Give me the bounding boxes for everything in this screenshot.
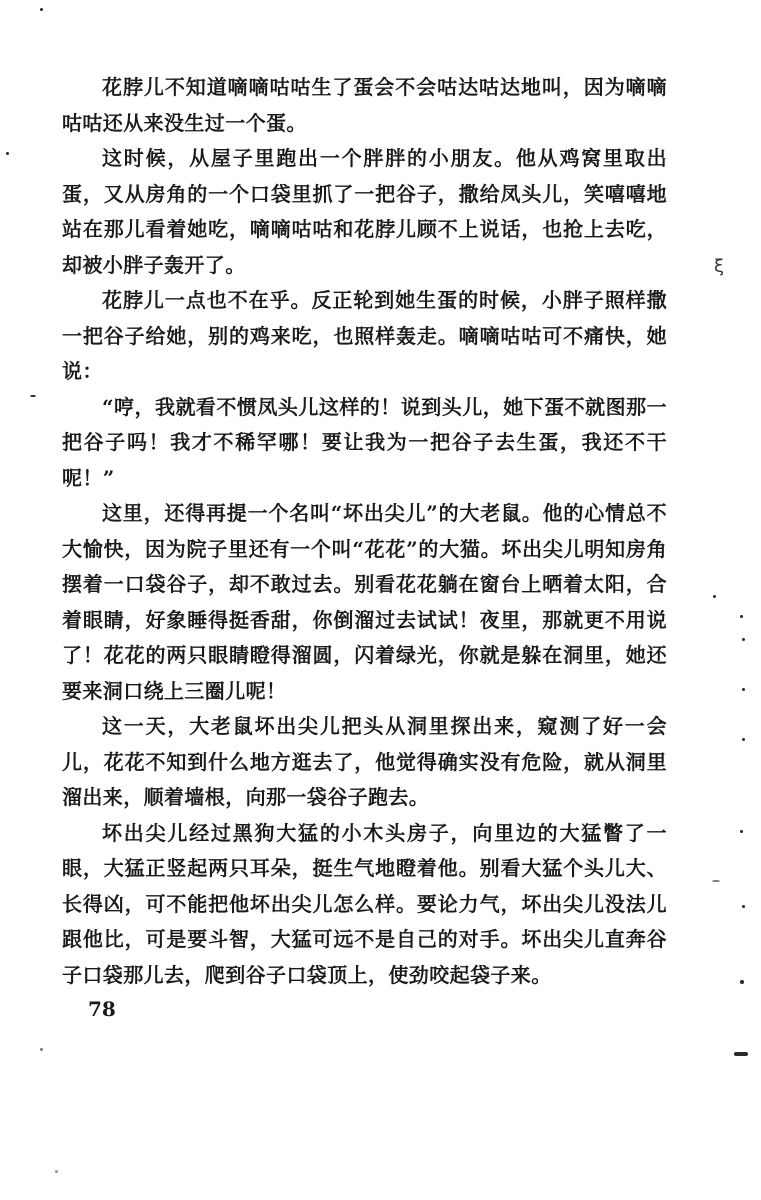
scan-speck — [740, 830, 743, 833]
scan-mark: ξ — [714, 256, 725, 277]
scan-speck — [742, 638, 745, 641]
scan-speck — [55, 1170, 58, 1173]
scan-speck — [40, 1048, 43, 1051]
page-number: 78 — [88, 997, 116, 1021]
scan-speck — [30, 395, 36, 397]
paragraph-4: “哼，我就看不惯凤头儿这样的！说到头儿，她下蛋不就图那一把谷子吗！我才不稀罕哪！要让我为一把谷子去生蛋，我还不干呢！” — [62, 394, 667, 490]
scan-speck — [742, 905, 745, 908]
paragraph-7: 坏出尖儿经过黑狗大猛的小木头房子，向里边的大猛瞥了一眼，大猛正竖起两只耳朵，挺生气地瞪着他。别看大猛个头儿大、长得凶，可不能把他坏出尖儿怎么样。要论力气，坏出尖儿没法儿跟他比，可是要斗智，大猛可远不是自己的对手。坏出尖儿直奔谷子口袋那儿去，爬到谷子口袋顶上，使劲咬起袋子来。 — [62, 820, 667, 987]
scan-speck — [712, 880, 720, 882]
body-text — [62, 70, 667, 993]
scan-speck — [740, 615, 743, 618]
paragraph-6: 这一天，大老鼠坏出尖儿把头从洞里探出来，窥测了好一会儿，花花不知到什么地方逛去了，他觉得确实没有危险，就从洞里溜出来，顺着墙根，向那一袋谷子跑去。 — [62, 714, 667, 809]
paragraph-2: 这时候，从屋子里跑出一个胖胖的小朋友。他从鸡窝里取出蛋，又从房角的一个口袋里抓了一把谷子，撒给凤头儿，笑嘻嘻地站在那儿看着她吃，嘀嘀咕咕和花脖儿顾不上说话，也抢上去吃，却被小胖子轰开了。 — [62, 146, 667, 277]
scan-speck — [742, 738, 745, 741]
scan-speck — [713, 595, 716, 598]
scan-speck — [742, 688, 745, 691]
scan-speck — [40, 8, 43, 11]
scan-speck — [734, 1052, 748, 1056]
paragraph-3: 花脖儿一点也不在乎。反正轮到她生蛋的时候，小胖子照样撒一把谷子给她，别的鸡来吃，也照样轰走。嘀嘀咕咕可不痛快，她说： — [62, 288, 667, 383]
paragraph-5: 这里，还得再提一个名叫“坏出尖儿”的大老鼠。他的心情总不大愉快，因为院子里还有一个叫“花花”的大猫。坏出尖儿明知房角摆着一口袋谷子，却不敢过去。别看花花躺在窗台上晒着太阳，合着眼睛，好象睡得挺香甜，你倒溜过去试试！夜里，那就更不用说了！花花的两只眼睛瞪得溜圆，闪着绿光，你就是躲在洞里，她还要来洞口绕上三圈儿呢！ — [62, 501, 667, 703]
paragraph-1: 花脖儿不知道嘀嘀咕咕生了蛋会不会咕达咕达地叫，因为嘀嘀咕咕还从来没生过一个蛋。 — [62, 75, 667, 135]
scan-speck — [6, 152, 9, 155]
scan-speck — [740, 980, 744, 984]
